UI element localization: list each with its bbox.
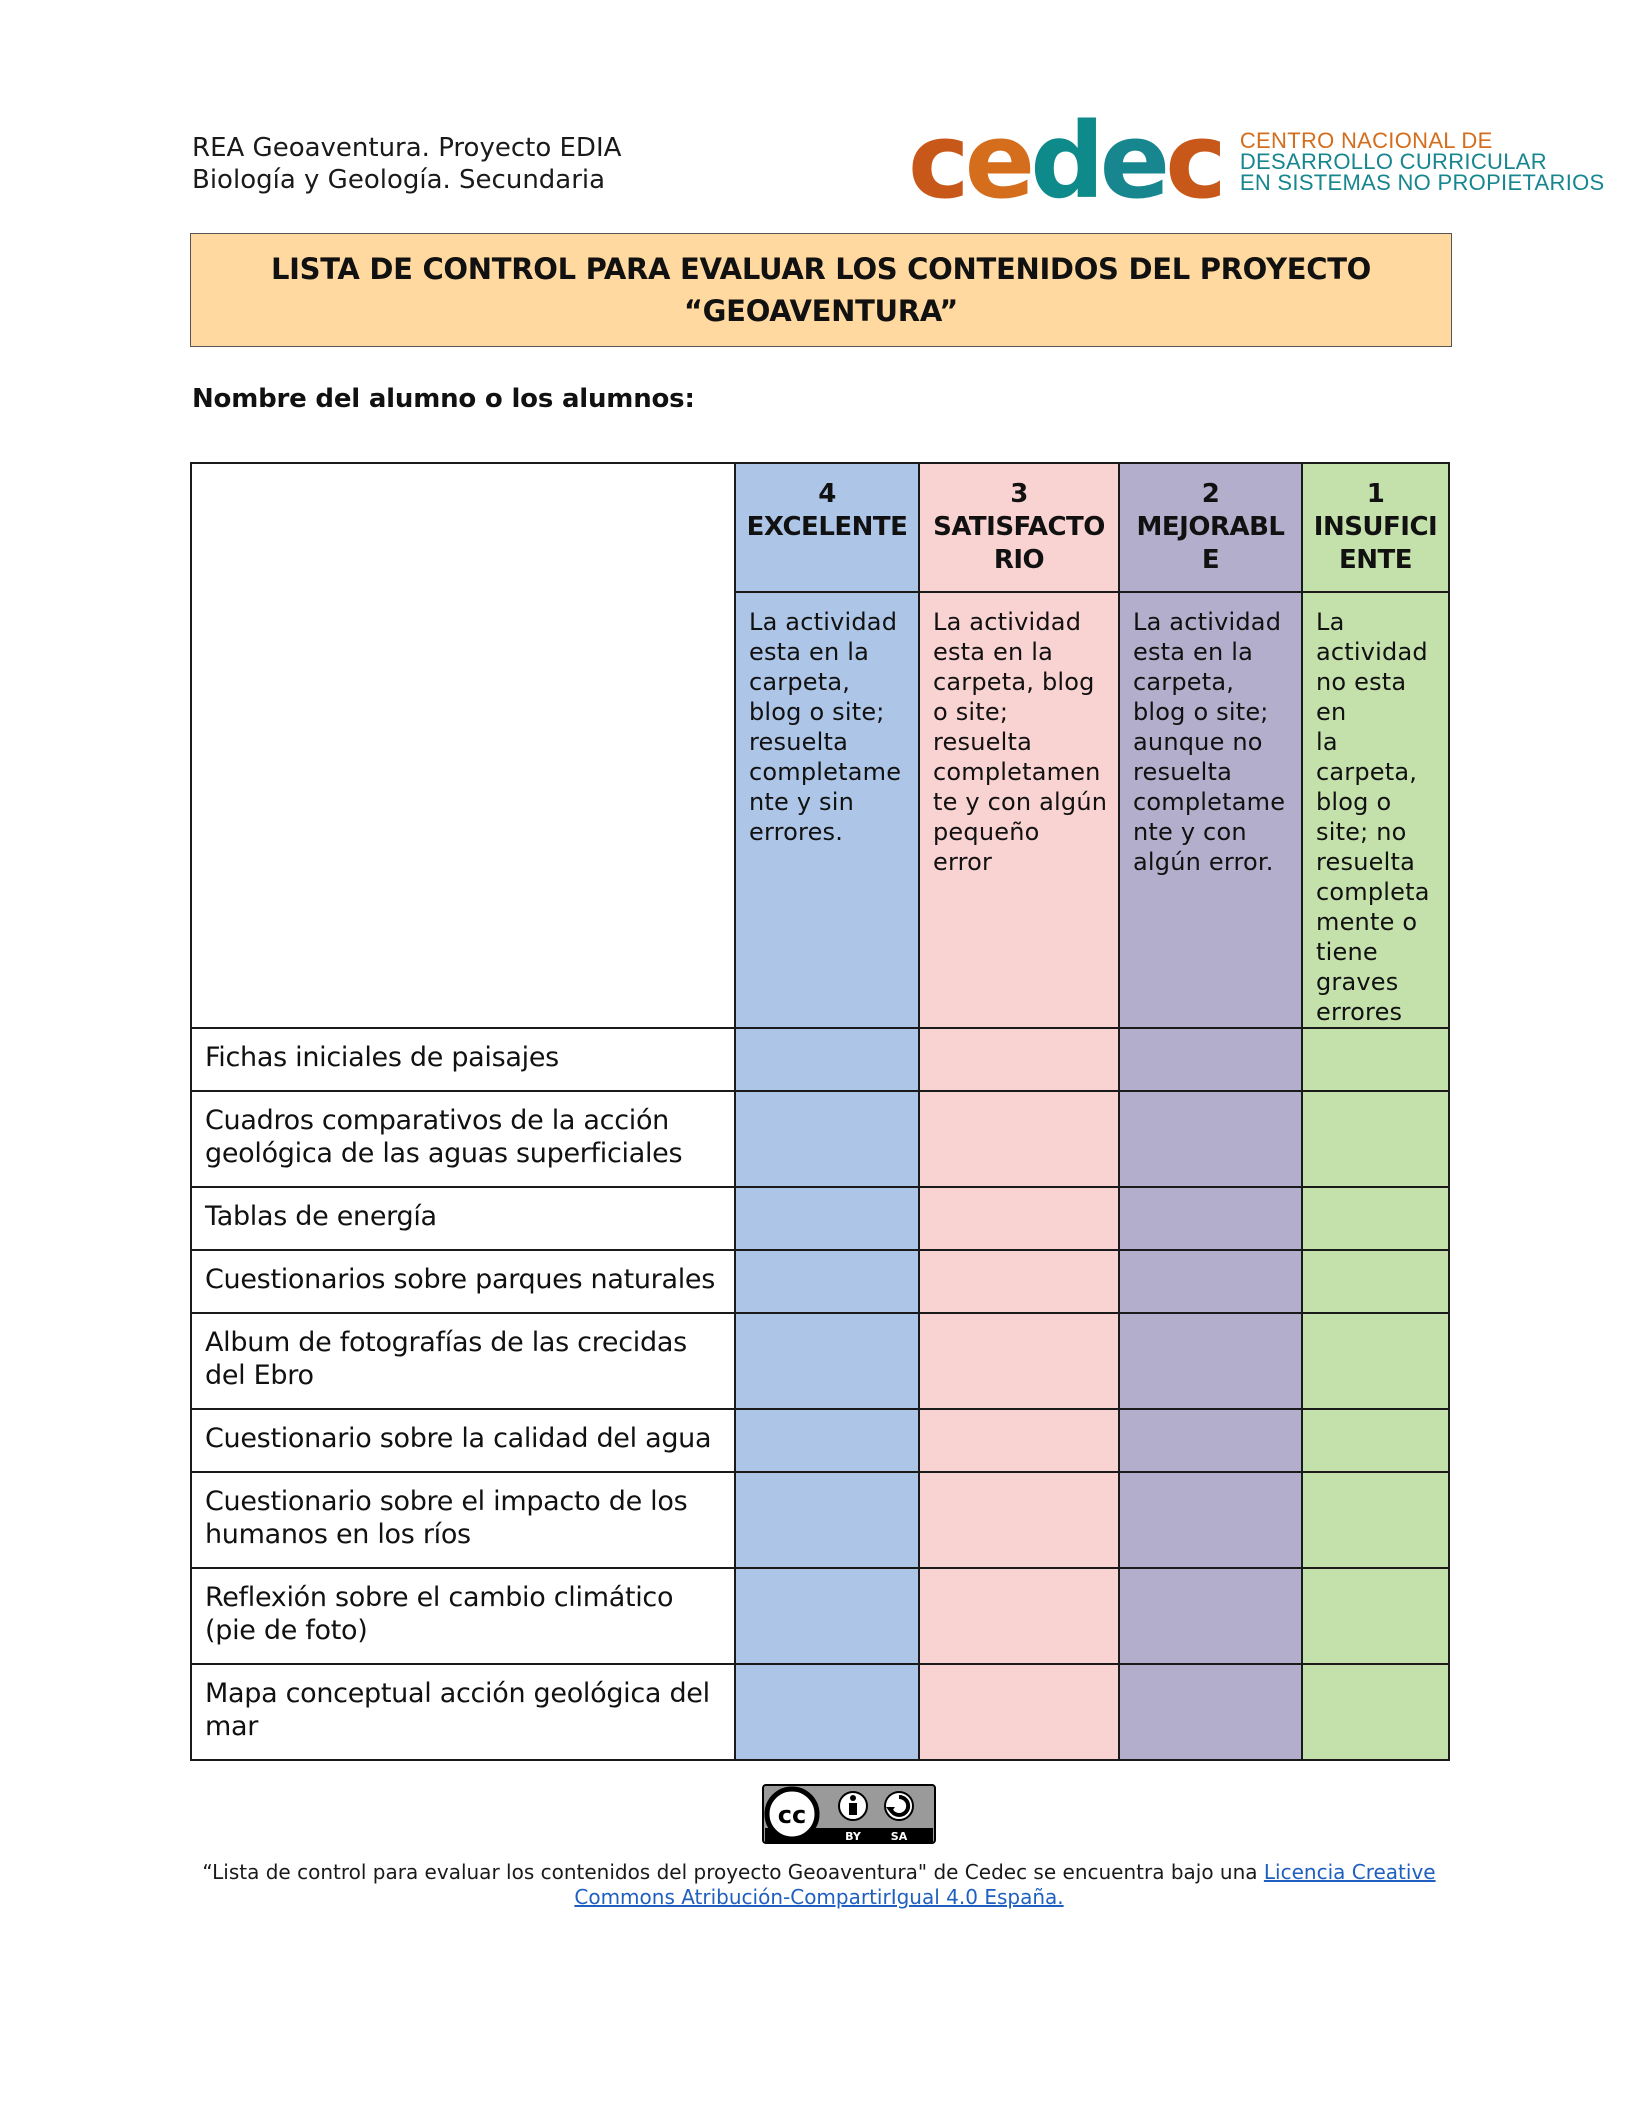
level-description-line: carpeta, blog: [933, 668, 1095, 696]
score-cell-2[interactable]: [1119, 1409, 1302, 1472]
level-name: SATISFACTO: [933, 512, 1105, 542]
level-name: INSUFICI: [1313, 512, 1438, 542]
level-description-line: resuelta: [1133, 758, 1232, 786]
criterion-row: [191, 1409, 1449, 1472]
level-description-line: La actividad: [749, 608, 898, 636]
level-description-3: [919, 592, 1119, 1028]
cedec-logo: [908, 100, 1605, 222]
score-cell-3[interactable]: [919, 1250, 1119, 1313]
title-line: LISTA DE CONTROL PARA EVALUAR LOS CONTENIDOS DEL PROYECTO: [270, 252, 1372, 286]
score-cell-2[interactable]: [1119, 1313, 1302, 1409]
score-cell-2[interactable]: [1119, 1250, 1302, 1313]
level-description-line: esta en la: [933, 638, 1053, 666]
level-score: 4: [818, 479, 836, 509]
level-description-line: tiene: [1316, 938, 1378, 966]
level-description-4: [735, 592, 919, 1028]
logo-tagline-line: EN SISTEMAS NO PROPIETARIOS: [1239, 169, 1605, 195]
level-description-line: La actividad: [933, 608, 1082, 636]
score-cell-2[interactable]: [1119, 1187, 1302, 1250]
license-footer: [190, 1860, 1448, 1910]
score-cell-2[interactable]: [1119, 1472, 1302, 1568]
score-cell-3[interactable]: [919, 1472, 1119, 1568]
title-line: “GEOAVENTURA”: [683, 294, 959, 328]
score-cell-1[interactable]: [1302, 1091, 1449, 1187]
header-project: REA Geoaventura. Proyecto EDIA: [192, 133, 622, 163]
criterion-label-line: Tablas de energía: [205, 1201, 437, 1232]
score-cell-3[interactable]: [919, 1187, 1119, 1250]
license-text: “Lista de control para evaluar los contenidos del proyecto Geoaventura" de Cedec se encuentra bajo una: [202, 1860, 1264, 1884]
level-description-line: actividad: [1316, 638, 1428, 666]
score-cell-3[interactable]: [919, 1313, 1119, 1409]
criterion-label-line: Mapa conceptual acción geológica del: [205, 1678, 710, 1709]
level-header-2: [1119, 463, 1302, 592]
level-description-line: o site;: [933, 698, 1009, 726]
level-description-line: te y con algún: [933, 788, 1108, 816]
score-cell-3[interactable]: [919, 1568, 1119, 1664]
criterion-label: [191, 1472, 735, 1568]
score-cell-4[interactable]: [735, 1313, 919, 1409]
score-cell-1[interactable]: [1302, 1187, 1449, 1250]
empty-corner-cell: [191, 463, 735, 1028]
score-cell-4[interactable]: [735, 1187, 919, 1250]
level-description-1: [1302, 592, 1449, 1028]
badge-by-text: BY: [845, 1830, 861, 1843]
score-cell-2[interactable]: [1119, 1568, 1302, 1664]
license-link[interactable]: Licencia Creative: [1263, 1860, 1436, 1884]
level-description-line: carpeta,: [1133, 668, 1235, 696]
level-description-line: nte y sin: [749, 788, 855, 816]
score-cell-1[interactable]: [1302, 1664, 1449, 1760]
score-cell-3[interactable]: [919, 1664, 1119, 1760]
criterion-row: [191, 1028, 1449, 1091]
criterion-label: [191, 1028, 735, 1091]
logo-tagline-line: DESARROLLO CURRICULAR: [1239, 148, 1547, 174]
criterion-label: [191, 1664, 735, 1760]
score-cell-3[interactable]: [919, 1091, 1119, 1187]
criterion-row: [191, 1472, 1449, 1568]
score-cell-1[interactable]: [1302, 1409, 1449, 1472]
criterion-label-line: Cuestionario sobre la calidad del agua: [205, 1423, 712, 1454]
criterion-label-line: mar: [205, 1711, 259, 1742]
level-description-line: resuelta: [933, 728, 1032, 756]
criterion-label: [191, 1409, 735, 1472]
level-score: 1: [1366, 479, 1385, 509]
criterion-label-line: (pie de foto): [205, 1615, 368, 1646]
criterion-row: [191, 1250, 1449, 1313]
cedec-logo-tagline: [1239, 127, 1605, 195]
level-description-line: site; no: [1316, 818, 1407, 846]
level-description-line: aunque no: [1133, 728, 1263, 756]
score-cell-3[interactable]: [919, 1028, 1119, 1091]
cc-by-sa-icon: [762, 1784, 936, 1844]
level-name: E: [1201, 545, 1220, 575]
level-description-line: completamen: [933, 758, 1101, 786]
level-name: ENTE: [1338, 545, 1413, 575]
level-description-line: pequeño: [933, 818, 1040, 846]
score-cell-4[interactable]: [735, 1472, 919, 1568]
level-description-line: completame: [1133, 788, 1286, 816]
criterion-label-line: Fichas iniciales de paisajes: [205, 1042, 559, 1073]
level-name: EXCELENTE: [746, 512, 908, 542]
criterion-label: [191, 1187, 735, 1250]
criterion-label-line: del Ebro: [205, 1360, 314, 1391]
criterion-row: [191, 1091, 1449, 1187]
score-cell-1[interactable]: [1302, 1472, 1449, 1568]
criterion-row: [191, 1568, 1449, 1664]
level-description-line: La: [1316, 608, 1345, 636]
svg-text:cc: cc: [777, 1801, 807, 1829]
level-description-line: error: [933, 848, 993, 876]
badge-sa-text: SA: [890, 1830, 908, 1843]
cedec-logo-word: cedec: [908, 100, 1222, 222]
level-score: 2: [1201, 479, 1220, 509]
criterion-label-line: Reflexión sobre el cambio climático: [205, 1582, 674, 1613]
level-description-line: errores.: [749, 818, 844, 846]
criterion-label-line: Album de fotografías de las crecidas: [205, 1327, 687, 1358]
score-cell-1[interactable]: [1302, 1250, 1449, 1313]
level-description-line: la carpeta,: [1316, 728, 1418, 786]
level-score: 3: [1010, 479, 1028, 509]
level-description-line: esta en la: [749, 638, 869, 666]
score-cell-4[interactable]: [735, 1568, 919, 1664]
level-description-line: esta en la: [1133, 638, 1253, 666]
level-description-line: blog o site;: [1133, 698, 1269, 726]
level-description-line: no esta en: [1316, 668, 1407, 726]
criterion-label-line: Cuadros comparativos de la acción: [205, 1105, 669, 1136]
level-description-line: completa: [1316, 878, 1430, 906]
document-title: [190, 233, 1452, 347]
score-cell-4[interactable]: [735, 1664, 919, 1760]
criterion-row: [191, 1313, 1449, 1409]
level-description-line: nte y con: [1133, 818, 1247, 846]
score-cell-4[interactable]: [735, 1091, 919, 1187]
level-description-line: carpeta,: [749, 668, 851, 696]
score-cell-1[interactable]: [1302, 1028, 1449, 1091]
criterion-row: [191, 1664, 1449, 1760]
score-cell-4[interactable]: [735, 1250, 919, 1313]
score-cell-1[interactable]: [1302, 1568, 1449, 1664]
rubric-table: [190, 462, 1450, 1761]
logo-tagline-line: CENTRO NACIONAL DE: [1239, 127, 1493, 153]
level-header-row: [191, 463, 1449, 592]
level-header-4: [735, 463, 919, 592]
level-description-2: [1119, 592, 1302, 1028]
criterion-label-line: Cuestionarios sobre parques naturales: [205, 1264, 716, 1295]
level-name: RIO: [993, 545, 1045, 575]
header-subject: Biología y Geología. Secundaria: [192, 165, 606, 195]
license-link[interactable]: Commons Atribución-CompartirIgual 4.0 España.: [574, 1885, 1064, 1909]
level-description-line: completame: [749, 758, 902, 786]
level-description-line: graves: [1316, 968, 1399, 996]
score-cell-4[interactable]: [735, 1028, 919, 1091]
criterion-label: [191, 1250, 735, 1313]
level-name: MEJORABL: [1136, 512, 1285, 542]
level-description-line: resuelta: [1316, 848, 1415, 876]
level-header-1: [1302, 463, 1449, 592]
criterion-label-line: humanos en los ríos: [205, 1519, 471, 1550]
level-description-line: mente o: [1316, 908, 1418, 936]
level-description-line: blog o site;: [749, 698, 885, 726]
criterion-label: [191, 1091, 735, 1187]
score-cell-1[interactable]: [1302, 1313, 1449, 1409]
criterion-label-line: Cuestionario sobre el impacto de los: [205, 1486, 688, 1517]
score-cell-2[interactable]: [1119, 1028, 1302, 1091]
score-cell-2[interactable]: [1119, 1664, 1302, 1760]
criterion-label-line: geológica de las aguas superficiales: [205, 1138, 683, 1169]
level-header-3: [919, 463, 1119, 592]
criterion-label: [191, 1568, 735, 1664]
score-cell-3[interactable]: [919, 1409, 1119, 1472]
level-description-line: La actividad: [1133, 608, 1282, 636]
level-description-line: blog o: [1316, 788, 1392, 816]
level-description-line: algún error.: [1133, 848, 1274, 876]
criterion-label: [191, 1313, 735, 1409]
student-name-label: Nombre del alumno o los alumnos:: [192, 384, 695, 414]
score-cell-2[interactable]: [1119, 1091, 1302, 1187]
criterion-row: [191, 1187, 1449, 1250]
level-description-line: resuelta: [749, 728, 848, 756]
level-description-line: errores: [1316, 998, 1403, 1026]
header: [192, 132, 621, 196]
score-cell-4[interactable]: [735, 1409, 919, 1472]
